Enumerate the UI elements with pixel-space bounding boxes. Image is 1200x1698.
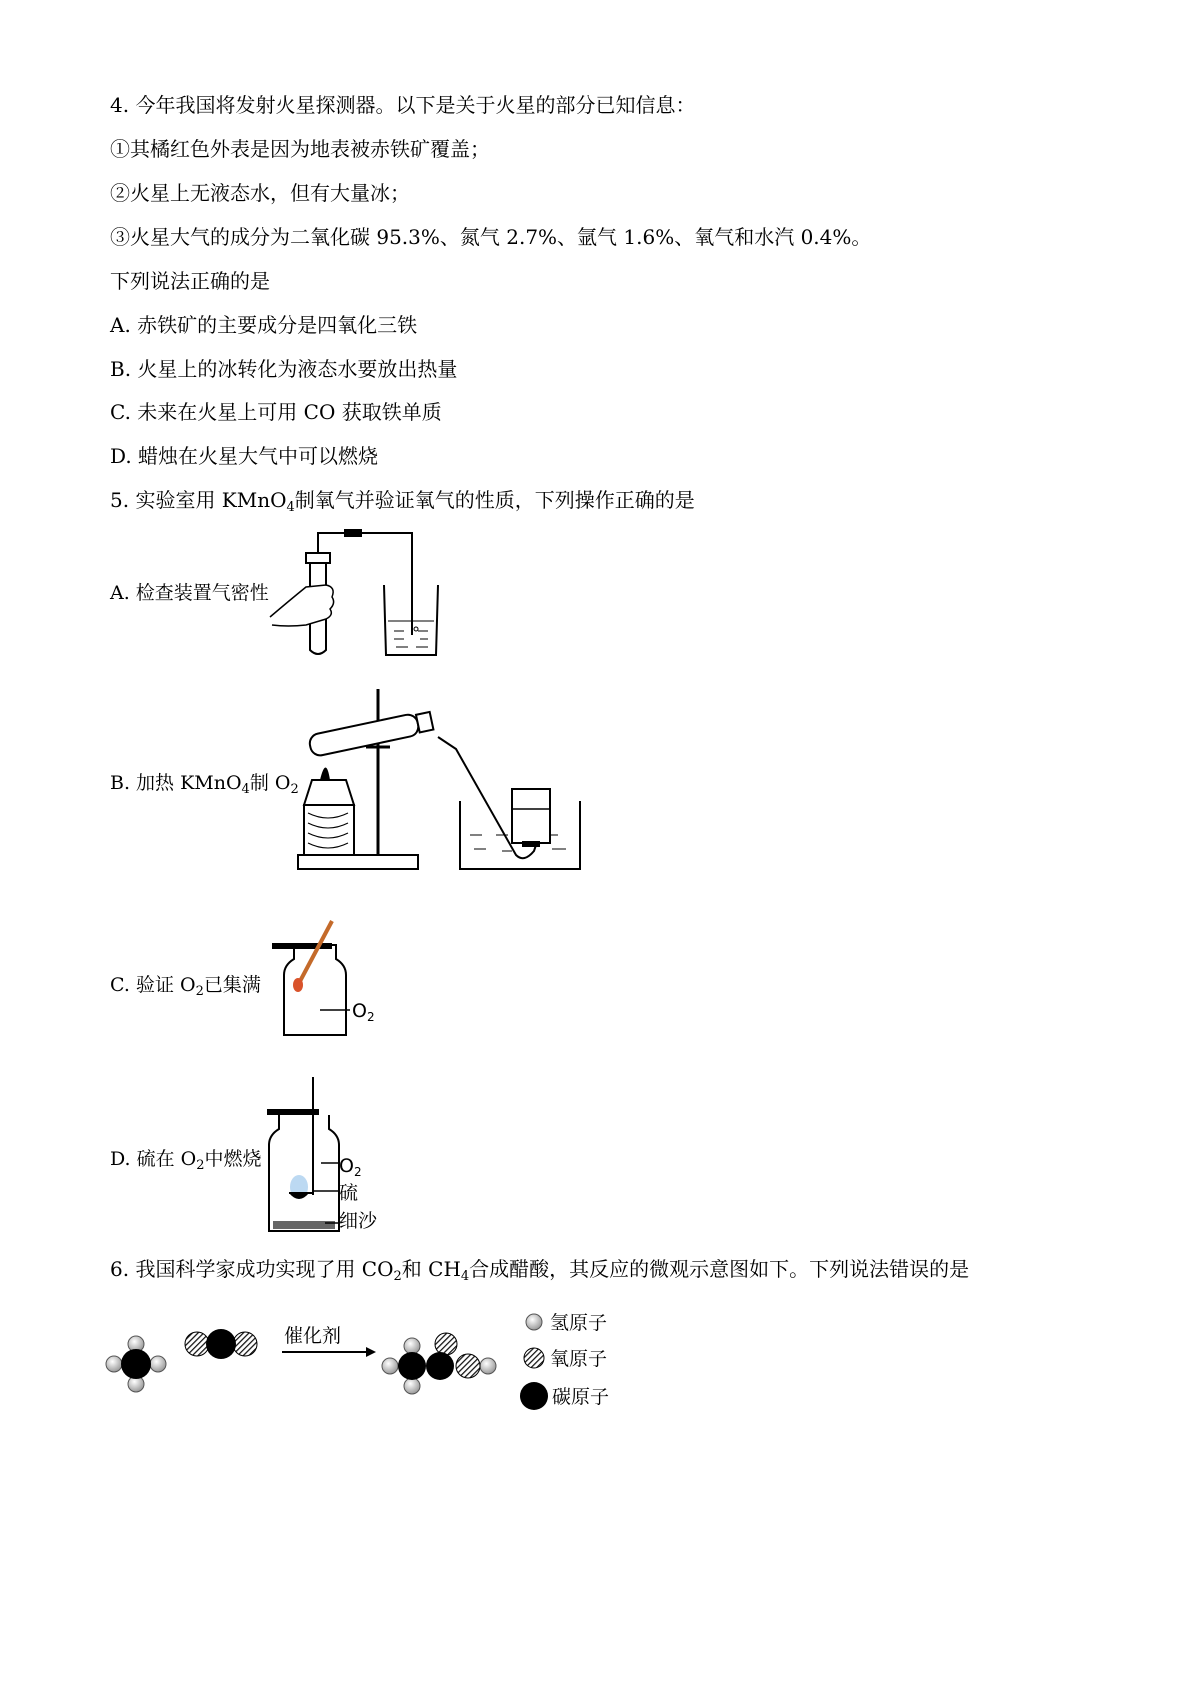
q4-prompt: 下列说法正确的是 (110, 269, 270, 293)
figure-d-sand-label: 细沙 (339, 1210, 378, 1232)
carbon-legend-icon (520, 1382, 548, 1410)
legend-carbon: 碳原子 (552, 1386, 610, 1408)
legend-hydrogen: 氢原子 (550, 1312, 608, 1334)
q4-option-b: B. 火星上的冰转化为液态水要放出热量 (110, 357, 458, 381)
hydrogen-legend-icon (526, 1314, 542, 1330)
figure-a-airtightness (270, 525, 450, 660)
q4-stem: 4. 今年我国将发射火星探测器。以下是关于火星的部分已知信息： (110, 93, 696, 117)
q4-info-3: ③火星大气的成分为二氧化碳 95.3%、氮气 2.7%、氩气 1.6%、氧气和水汽 0.4%。 (110, 225, 872, 249)
reaction-diagram (100, 1300, 660, 1425)
q4-option-c: C. 未来在火星上可用 CO 获取铁单质 (110, 400, 442, 424)
q5-option-c: C. 验证 $O_2$已集满 (110, 974, 261, 999)
q4-info-1: ①其橘红色外表是因为地表被赤铁矿覆盖； (110, 137, 490, 161)
figure-d-sulfur-burning (265, 1075, 395, 1235)
legend (520, 1312, 609, 1410)
q4-info-2: ②火星上无液态水，但有大量冰； (110, 181, 410, 205)
figure-d-gas-label: $O_2$ (339, 1155, 362, 1179)
q4-option-a: A. 赤铁矿的主要成分是四氧化三铁 (110, 313, 418, 337)
acetic-acid-molecule (382, 1333, 496, 1394)
figure-d-sulfur-label: 硫 (339, 1182, 359, 1204)
figure-c-bottle-full-check (270, 915, 400, 1040)
q5-option-d: D. 硫在 $O_2$中燃烧 (110, 1148, 262, 1173)
figure-b-heating-kmno4 (290, 685, 590, 880)
q5-stem: 5. 实验室用 KMnO$_4$制氧气并验证氧气的性质，下列操作正确的是 (110, 488, 695, 515)
legend-oxygen: 氧原子 (550, 1348, 608, 1370)
q4-option-d: D. 蜡烛在火星大气中可以燃烧 (110, 444, 379, 468)
carbon-dioxide-molecule (185, 1329, 257, 1359)
figure-c-gas-label: $O_2$ (352, 1000, 375, 1024)
oxygen-legend-icon (524, 1348, 544, 1368)
methane-molecule (106, 1336, 166, 1392)
catalyst-label: 催化剂 (284, 1325, 342, 1347)
q5-option-b: B. 加热 KMnO$_4$制 $O_2$ (110, 772, 299, 797)
q5-option-a: A. 检查装置气密性 (110, 582, 269, 604)
q6-stem: 6. 我国科学家成功实现了用 $CO_2$和 $CH_4$合成醋酸，其反应的微观示意图如下。下列说法错误的是 (110, 1257, 970, 1284)
